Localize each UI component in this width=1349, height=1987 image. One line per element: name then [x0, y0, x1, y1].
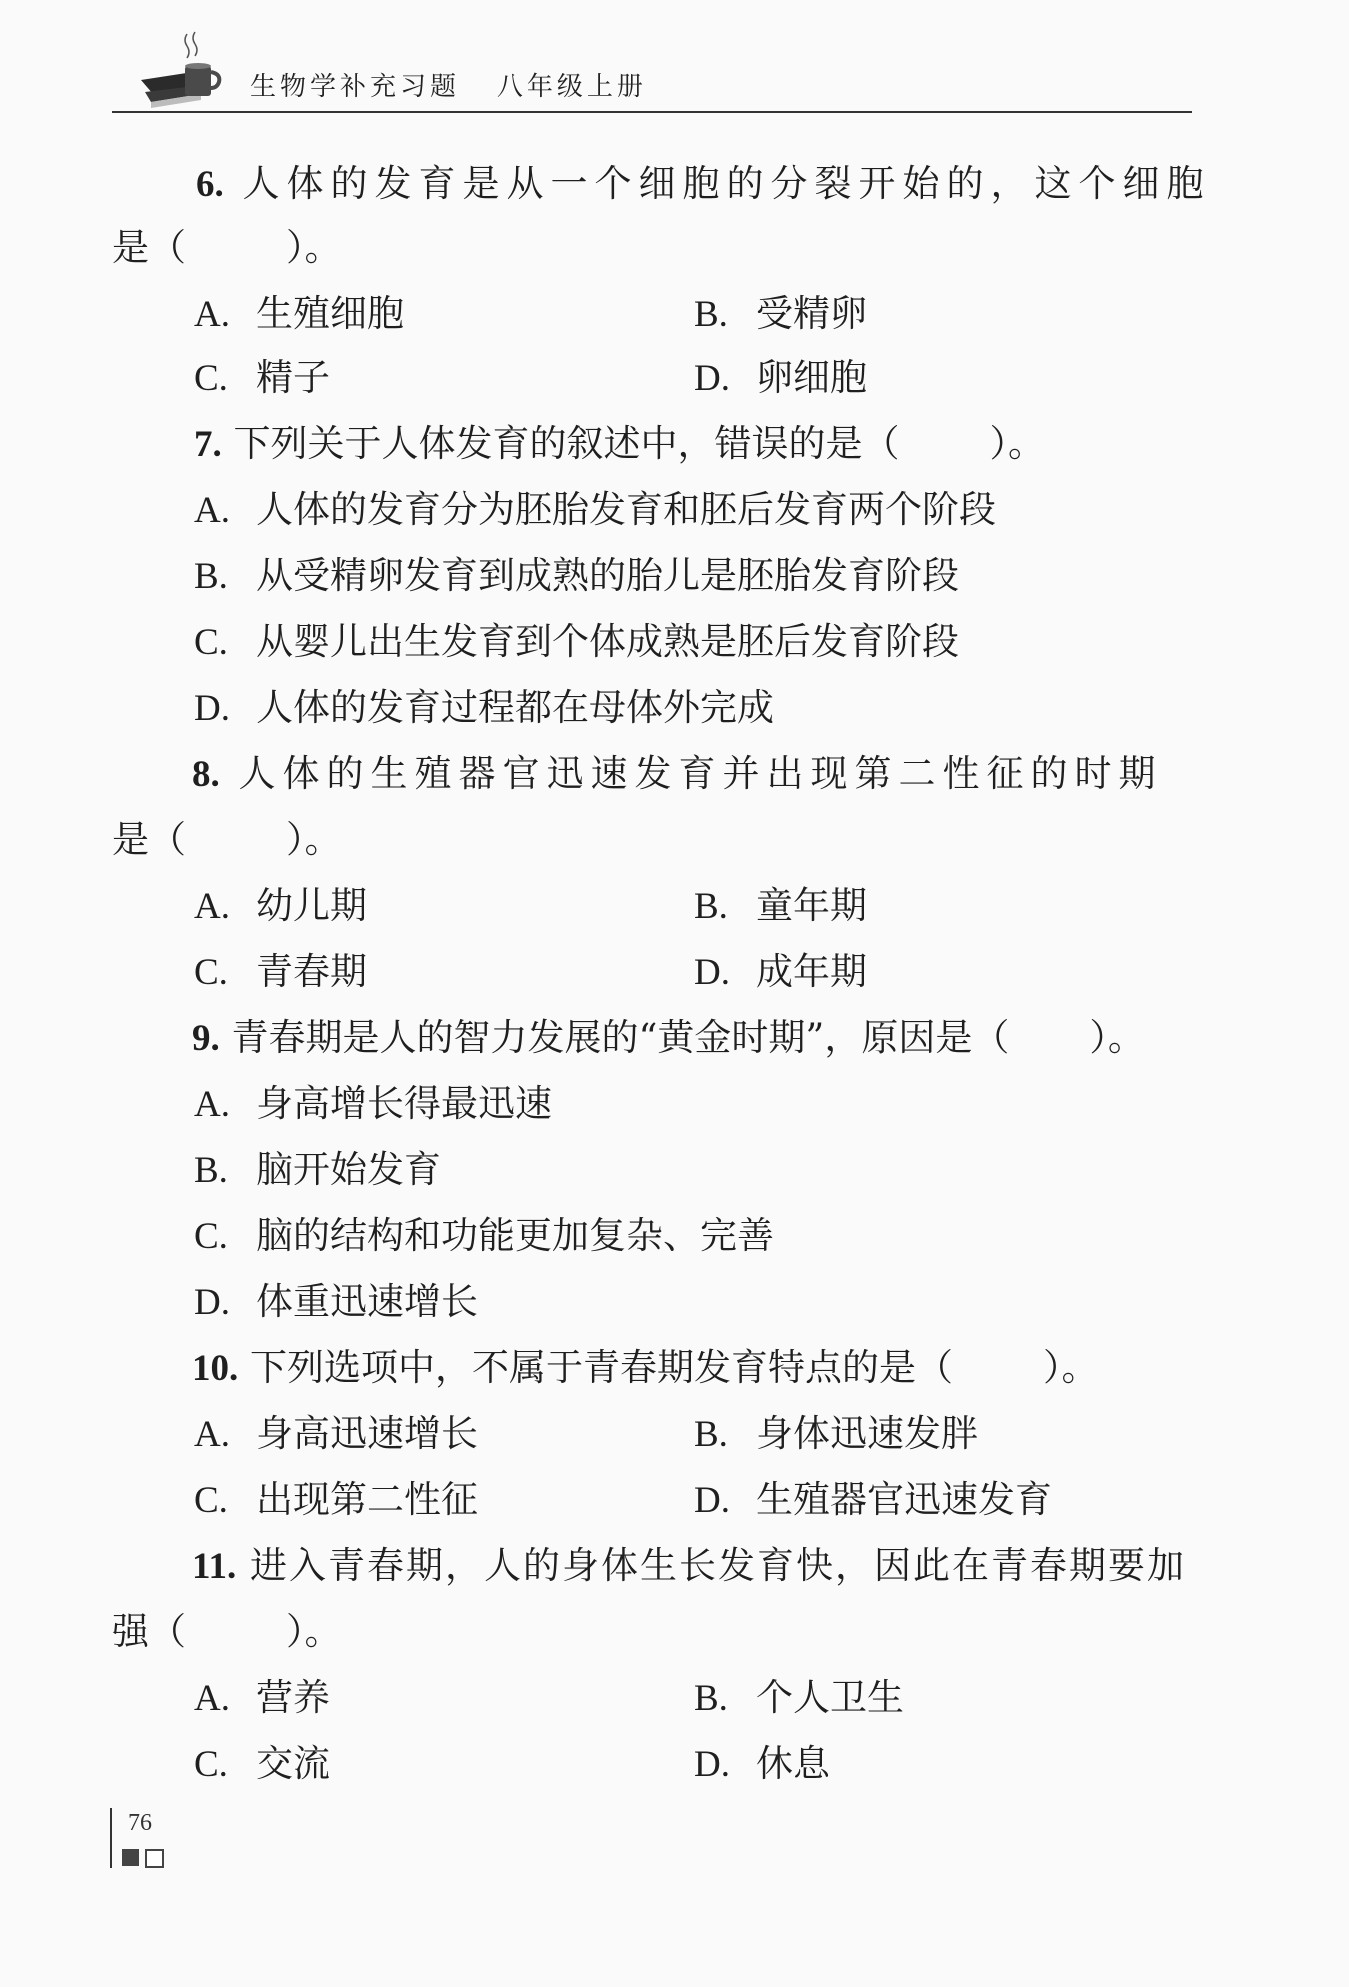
question-7-option-d: D. 人体的发育过程都在母体外完成 [194, 686, 774, 729]
question-11-stem-cont: 强（ ）。 [112, 1610, 342, 1653]
page-number: 76 [128, 1810, 152, 1836]
question-number: 9. [192, 1018, 220, 1059]
question-11-option-a: A. 营养 [194, 1676, 330, 1719]
question-8-option-d: D. 成年期 [694, 950, 867, 993]
question-9-option-d: D. 体重迅速增长 [194, 1280, 478, 1323]
question-11-option-b: B. 个人卫生 [694, 1676, 904, 1719]
question-7-option-a: A. 人体的发育分为胚胎发育和胚后发育两个阶段 [194, 488, 996, 531]
question-9-option-a: A. 身高增长得最迅速 [194, 1082, 552, 1125]
question-number: 6. [196, 164, 224, 205]
empty-square-icon [145, 1849, 164, 1868]
question-6-stem-cont: 是（ ）。 [112, 226, 342, 269]
question-11-stem: 11. 进入青春期，人的身体生长发育快，因此在青春期要加 [192, 1544, 1186, 1587]
question-11-option-c: C. 交流 [194, 1742, 330, 1785]
question-8-stem: 8. 人体的生殖器官迅速发育并出现第二性征的时期 [192, 752, 1163, 795]
question-8-option-a: A. 幼儿期 [194, 884, 367, 927]
question-10-stem: 10. 下列选项中，不属于青春期发育特点的是（ ）。 [192, 1346, 1099, 1389]
question-10-option-c: C. 出现第二性征 [194, 1478, 478, 1521]
question-number: 10. [192, 1348, 239, 1389]
question-10-option-b: B. 身体迅速发胖 [694, 1412, 978, 1455]
question-9-option-b: B. 脑开始发育 [194, 1148, 441, 1191]
question-number: 8. [192, 754, 220, 795]
question-8-option-c: C. 青春期 [194, 950, 367, 993]
question-11-option-d: D. 休息 [694, 1742, 830, 1785]
question-10-option-a: A. 身高迅速增长 [194, 1412, 478, 1455]
question-6-stem: 6. 人体的发育是从一个细胞的分裂开始的，这个细胞 [196, 162, 1211, 205]
question-6-option-d: D. 卵细胞 [694, 356, 867, 399]
filled-square-icon [122, 1849, 139, 1866]
question-10-option-d: D. 生殖器官迅速发育 [694, 1478, 1052, 1521]
question-number: 7. [194, 424, 222, 465]
question-6-option-c: C. 精子 [194, 356, 330, 399]
header-divider [112, 111, 1192, 113]
books-and-cup-icon [135, 28, 227, 110]
question-9-option-c: C. 脑的结构和功能更加复杂、完善 [194, 1214, 774, 1257]
question-7-stem: 7. 下列关于人体发育的叙述中，错误的是（ ）。 [194, 422, 1046, 465]
question-9-stem: 9. 青春期是人的智力发展的“黄金时期”，原因是（ ）。 [192, 1016, 1145, 1059]
question-number: 11. [192, 1546, 237, 1587]
question-7-option-c: C. 从婴儿出生发育到个体成熟是胚后发育阶段 [194, 620, 959, 663]
question-8-option-b: B. 童年期 [694, 884, 867, 927]
header-title: 生物学补充习题 八年级上册 [250, 72, 647, 102]
question-6-option-a: A. 生殖细胞 [194, 292, 404, 335]
question-6-option-b: B. 受精卵 [694, 292, 867, 335]
question-7-option-b: B. 从受精卵发育到成熟的胎儿是胚胎发育阶段 [194, 554, 959, 597]
footer-divider [110, 1808, 112, 1868]
question-8-stem-cont: 是（ ）。 [112, 818, 342, 861]
